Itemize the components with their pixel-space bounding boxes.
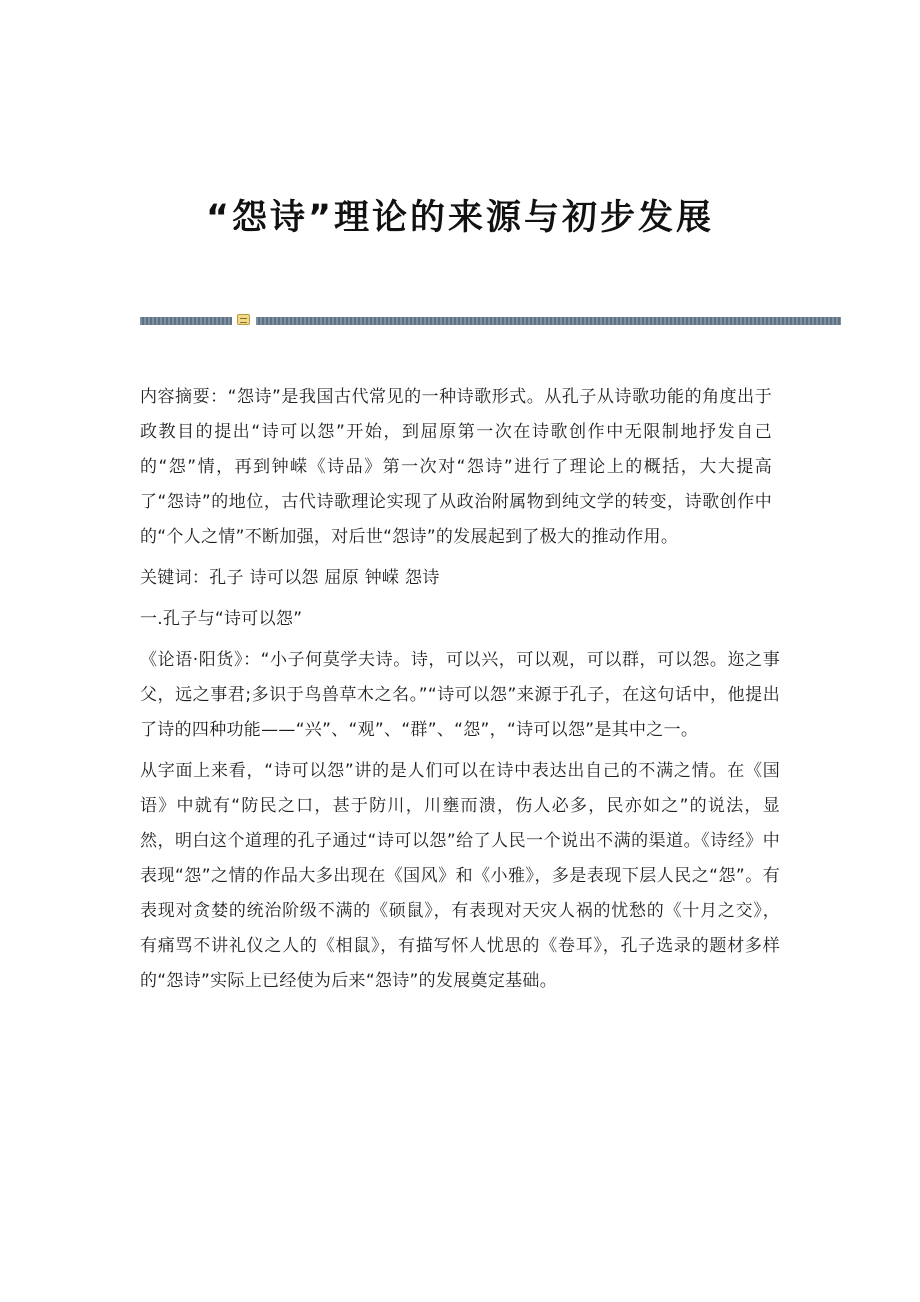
document-title: “怨诗”理论的来源与初步发展	[205, 198, 714, 238]
body-paragraph-1: 《论语·阳货》：“小子何莫学夫诗。诗，可以兴，可以观，可以群，可以怨。迩之事父，远之事君;多识于鸟兽草木之名。”“诗可以怨”来源于孔子，在这句话中，他提出了诗的四种功能——“兴”、“观”、“群”、“怨”，“诗可以怨”是其中之一。	[140, 650, 780, 740]
section-heading: 一.孔子与“诗可以怨”	[140, 609, 303, 629]
abstract-paragraph: 内容摘要：“怨诗”是我国古代常见的一种诗歌形式。从孔子从诗歌功能的角度出于政教目的提出“诗可以怨”开始，到屈原第一次在诗歌创作中无限制地抒发自己的“怨”情，再到钟嵘《诗品》第一次对“怨诗”进行了理论上的概括，大大提高了“怨诗”的地位，古代诗歌理论实现了从政治附属物到纯文学的转变，诗歌创作中的“个人之情”不断加强，对后世“怨诗”的发展起到了极大的推动作用。	[140, 387, 772, 547]
body-paragraph-2: 从字面上来看，“诗可以怨”讲的是人们可以在诗中表达出自己的不满之情。在《国语》中就有“防民之口，甚于防川，川壅而溃，伤人必多，民亦如之”的说法，显然，明白这个道理的孔子通过“诗可以怨”给了人民一个说出不满的渠道。《诗经》中表现“怨”之情的作品大多出现在《国风》和《小雅》，多是表现下层人民之“怨”。有表现对贪婪的统治阶级不满的《硕鼠》，有表现对天灾人祸的忧愁的《十月之交》，有痛骂不讲礼仪之人的《相鼠》，有描写怀人忧思的《卷耳》，孔子选录的题材多样的“怨诗”实际上已经使为后来“怨诗”的发展奠定基础。	[140, 761, 780, 991]
keywords-line: 关键词：孔子 诗可以怨 屈原 钟嵘 怨诗	[140, 568, 440, 588]
divider-bar-left	[140, 317, 232, 325]
title-divider	[140, 314, 841, 326]
divider-bar-right	[256, 317, 841, 325]
ornament-icon	[237, 314, 250, 325]
document-body	[140, 380, 780, 999]
